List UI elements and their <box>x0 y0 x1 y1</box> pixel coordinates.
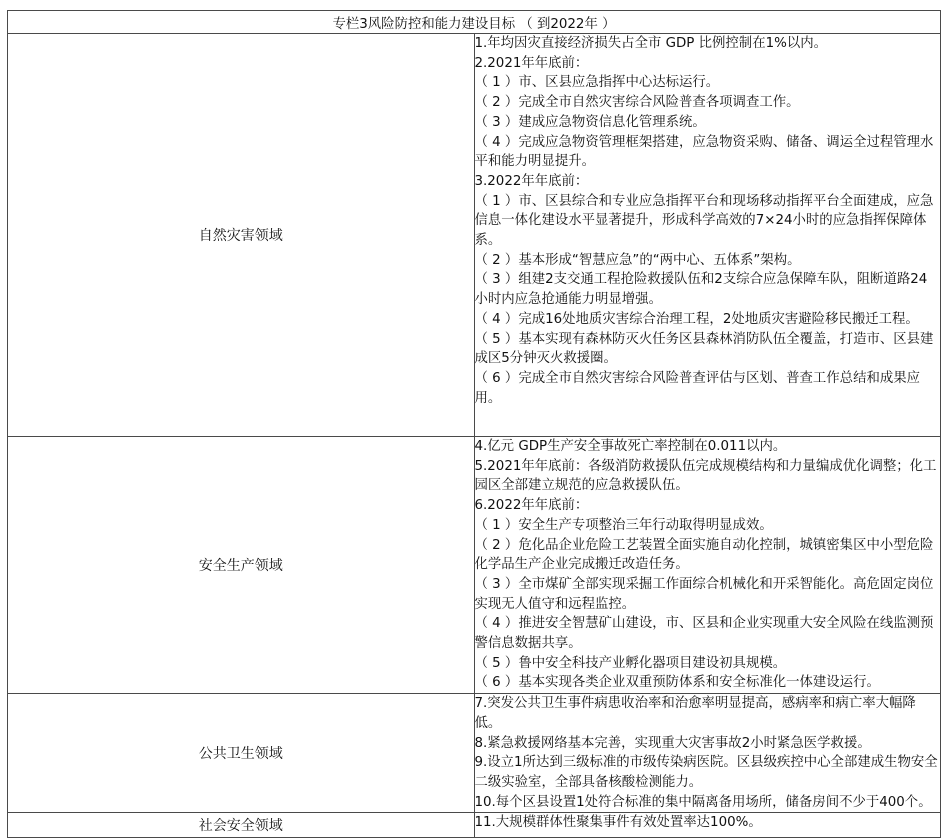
list-item: 4.亿元 GDP生产安全事故死亡率控制在0.011以内。 <box>474 439 787 454</box>
list-item: （ 2 ）基本形成“智慧应急”的“两中心、五体系”架构。 <box>474 252 801 268</box>
content-cell-work-safety <box>474 437 941 694</box>
table-row-social-security <box>8 813 941 838</box>
list-item: （ 5 ）基本实现有森林防灭火任务区县森林消防队伍全覆盖，打造市、区县建成区5分钟灭火救援圈。 <box>474 331 934 367</box>
list-item: （ 5 ）鲁中安全科技产业孵化器项目建设初具规模。 <box>474 655 787 671</box>
list-item: （ 4 ）完成16处地质灾害综合治理工程，2处地质灾害避险移民搬迁工程。 <box>474 311 919 327</box>
list-item: 3.2022年年底前： <box>474 173 589 189</box>
list-item: （ 4 ）完成应急物资管理框架搭建，应急物资采购、储备、调运全过程管理水平和能力明显提升。 <box>474 134 934 170</box>
list-item: （ 1 ）安全生产专项整治三年行动取得明显成效。 <box>474 517 773 533</box>
list-item: （ 1 ）市、区县应急指挥中心达标运行。 <box>474 75 720 91</box>
list-item: （ 3 ）建成应急物资信息化管理系统。 <box>474 114 706 130</box>
list-item: （ 3 ）组建2支交通工程抢险救援队伍和2支综合应急保障车队，阻断道路24小时内应急抢通能力明显增强。 <box>474 272 928 308</box>
table-row-public-health <box>8 694 941 813</box>
list-item: （ 6 ）完成全市自然灾害综合风险普查评估与区划、普查工作总结和成果应用。 <box>474 370 921 406</box>
list-item: （ 2 ）危化品企业危险工艺装置全面实施自动化控制，城镇密集区中小型危险化学品生产企业完成搬迁改造任务。 <box>474 537 934 573</box>
domain-cell-work-safety: 安全生产领域 <box>8 437 475 694</box>
domain-cell-public-health: 公共卫生领域 <box>8 694 475 813</box>
list-item: （ 6 ）基本实现各类企业双重预防体系和安全标准化一体建设运行。 <box>474 675 880 691</box>
table-row-natural-disaster <box>8 34 941 437</box>
content-cell-natural-disaster <box>474 34 941 437</box>
table-title: 专栏3风险防控和能力建设目标 （ 到2022年 ） <box>8 11 941 34</box>
list-item: 8.紧急救援网络基本完善，实现重大灾害事故2小时紧急医学救援。 <box>474 735 871 751</box>
list-item: （ 3 ）全市煤矿全部实现采掘工作面综合机械化和开采智能化。高危固定岗位实现无人值守和远程监控。 <box>474 576 934 612</box>
list-item: （ 2 ）完成全市自然灾害综合风险普查各项调查工作。 <box>474 95 800 111</box>
list-item: 5.2021年年底前：各级消防救援队伍完成规模结构和力量编成优化调整；化工园区全部建立规范的应急救援队伍。 <box>474 458 937 494</box>
list-item: 2.2021年年底前： <box>474 55 589 71</box>
list-item: 9.设立1所达到三级标准的市级传染病医院。区县级疾控中心全部建成生物安全二级实验室，全部具备核酸检测能力。 <box>474 755 938 790</box>
list-item: 11.大规模群体性聚集事件有效处置率达100%。 <box>474 815 762 831</box>
domain-cell-social-security: 社会安全领域 <box>8 813 475 838</box>
title-row <box>8 11 941 34</box>
list-item: 10.每个区县设置1处符合标准的集中隔离备用场所，储备房间不少于400个。 <box>474 794 932 810</box>
list-item: 7.突发公共卫生事件病患收治率和治愈率明显提高，感病率和病亡率大幅降低。 <box>474 696 916 731</box>
content-cell-public-health <box>474 694 941 813</box>
list-item: 1.年均因灾直接经济损失占全市 GDP 比例控制在1%以内。 <box>474 36 827 51</box>
domain-cell-natural-disaster: 自然灾害领域 <box>8 34 475 437</box>
list-item: 6.2022年年底前： <box>474 498 589 514</box>
list-item: （ 1 ）市、区县综合和专业应急指挥平台和现场移动指挥平台全面建成，应急信息一体化建设水平显著提升，形成科学高效的7×24小时的应急指挥保障体系。 <box>474 193 934 249</box>
list-item: （ 4 ）推进安全智慧矿山建设，市、区县和企业实现重大安全风险在线监测预警信息数据共享。 <box>474 616 934 652</box>
targets-table <box>7 10 941 838</box>
content-cell-social-security <box>474 813 941 838</box>
table-row-work-safety <box>8 437 941 694</box>
